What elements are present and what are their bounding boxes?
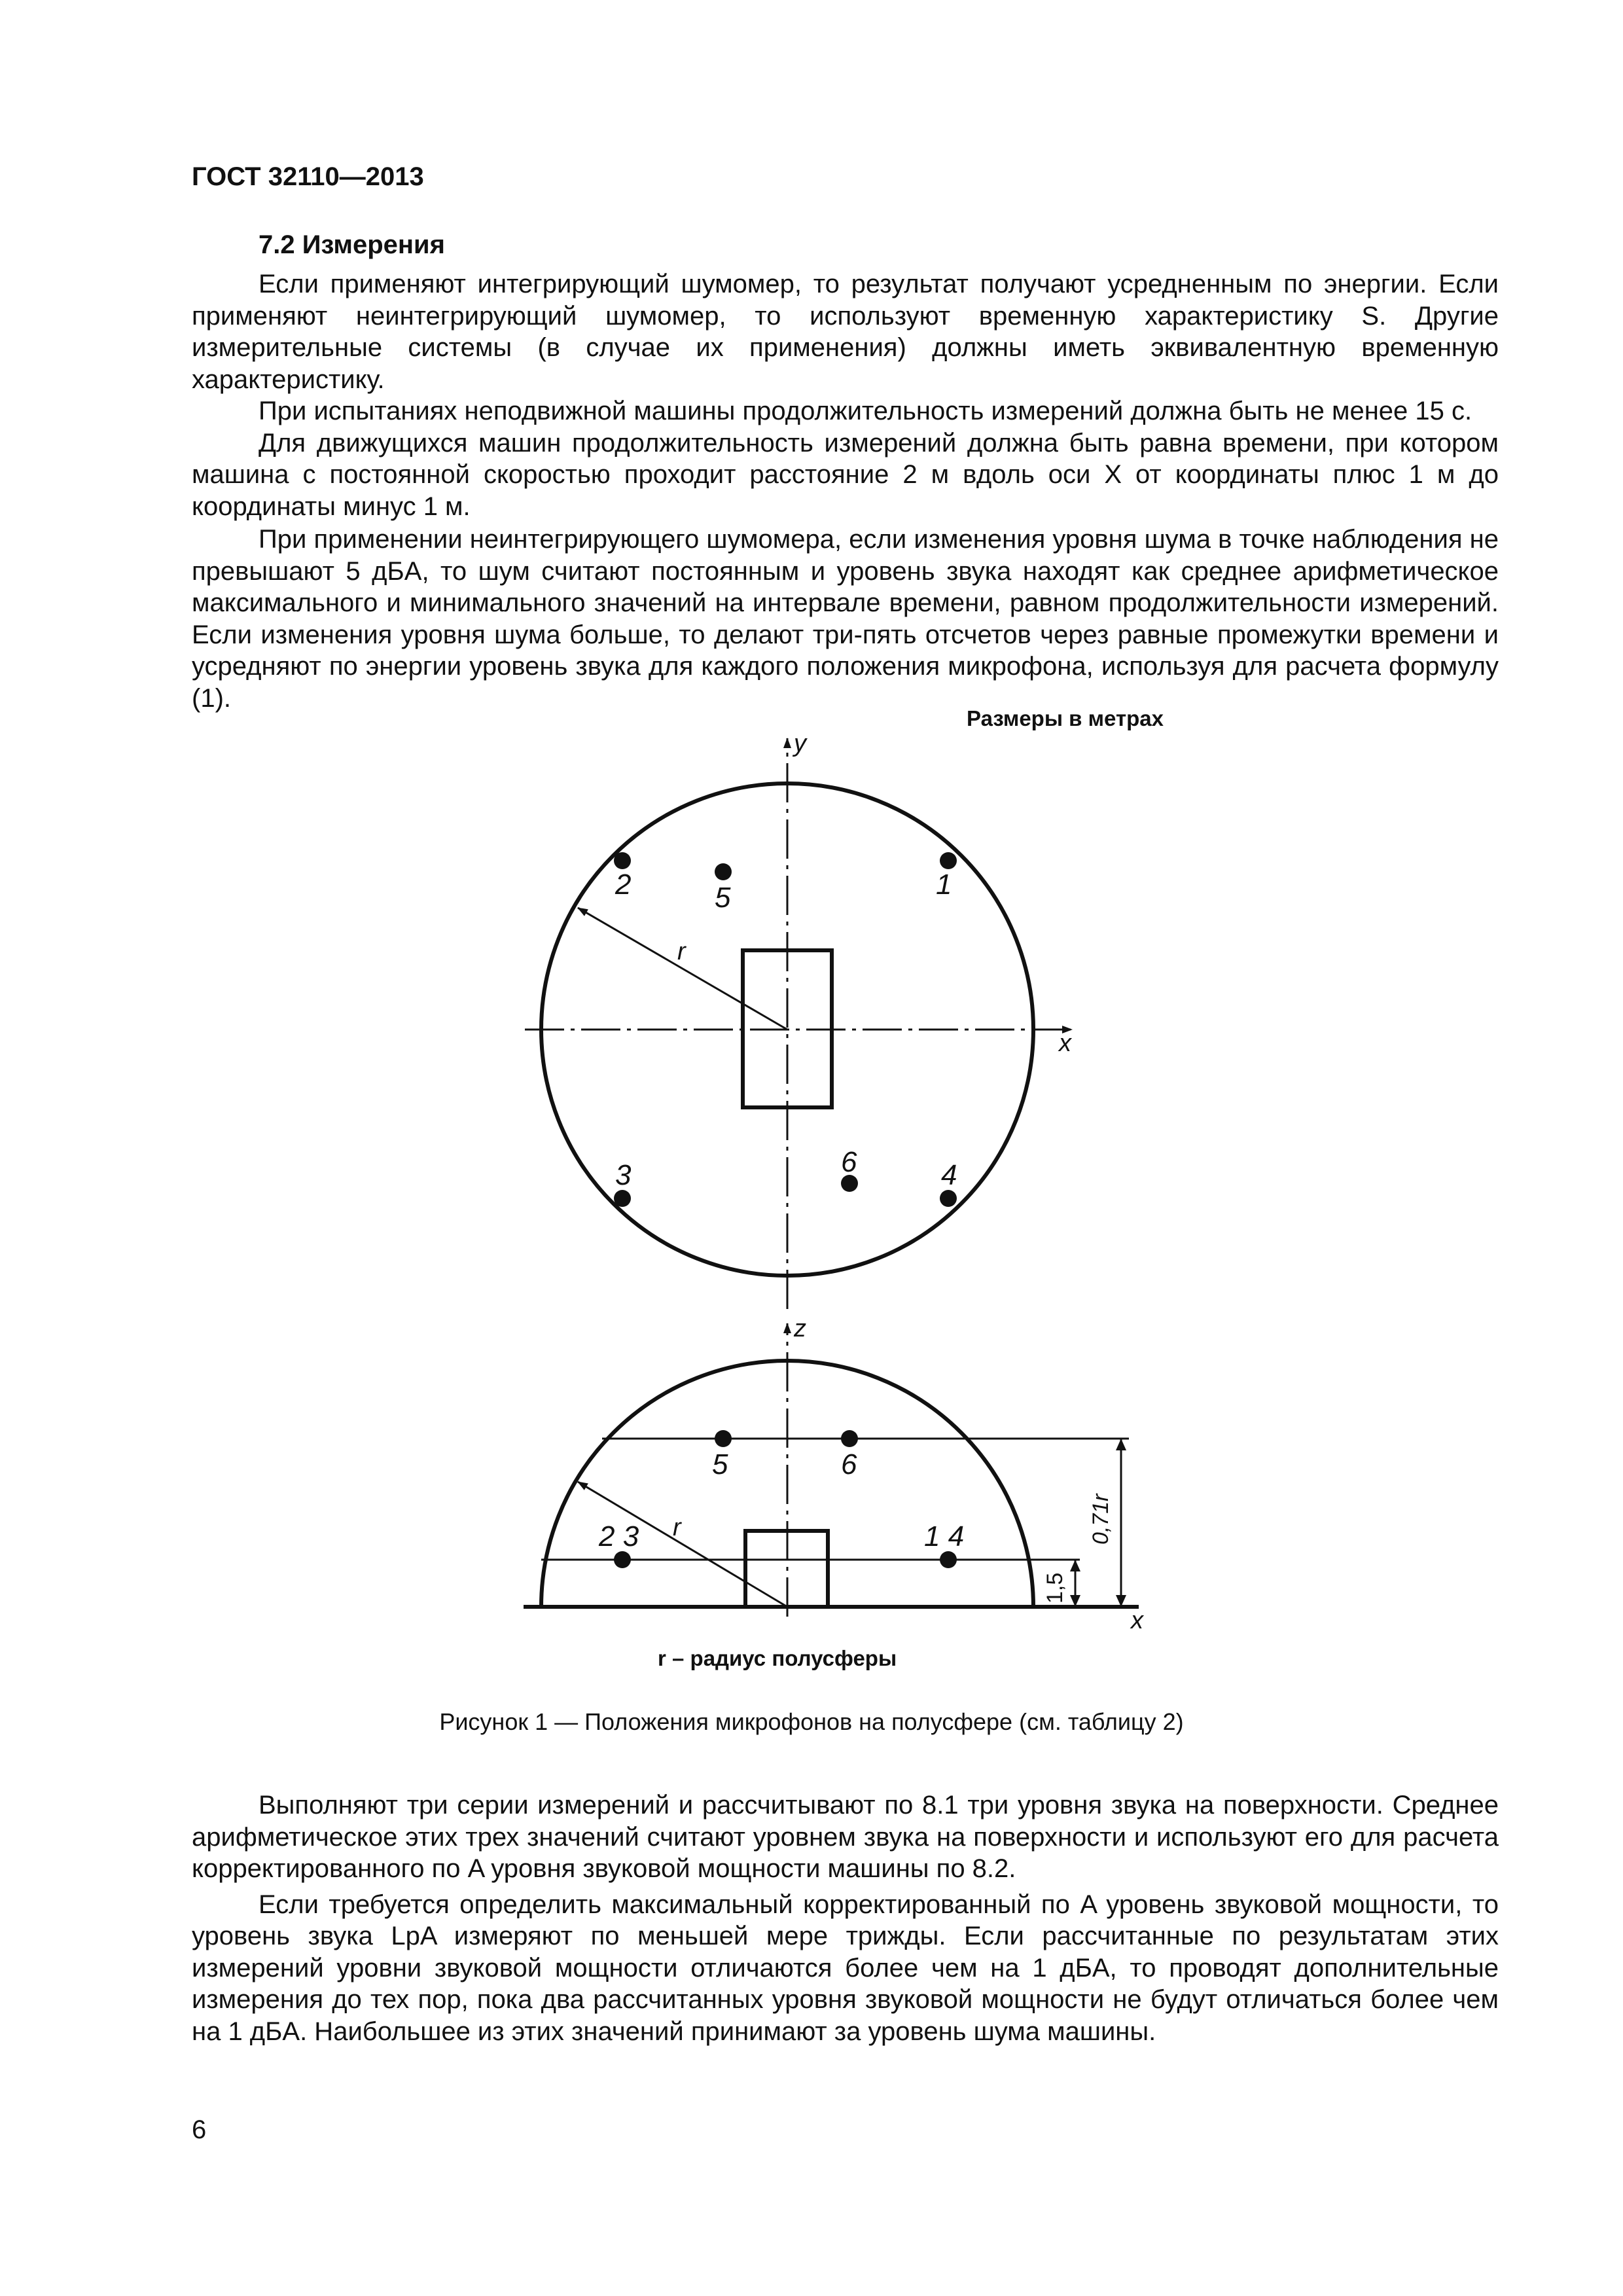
x-axis-label: x	[1059, 1030, 1071, 1057]
mic-point-4	[940, 1190, 957, 1207]
mic-point-5	[715, 863, 732, 880]
x-axis-label-side: x	[1131, 1607, 1143, 1634]
mic-point-3	[614, 1190, 631, 1207]
paragraph: Выполняют три серии измерений и рассчитывают по 8.1 три уровня звука на поверхности. Среднее арифметическое этих трех значений считают уровнем звука на поверхности и используют его для расчета корректированного по A уровня звуковой мощности машины по 8.2.	[192, 1791, 1499, 1883]
mic-point-label: 5	[715, 882, 731, 914]
paragraph: Если требуется определить максимальный корректированный по A уровень звуковой мощности, то уровень звука LpA измеряют по меньшей мере трижды. Если рассчитанные по результатам этих измерений уровни звуковой мощности отличаются более чем на 1 дБA, то проводят дополнительные измерения до тех пор, пока два рассчитанных уровня звуковой мощности не будут отличаться более чем на 1 дБA. Наибольшее из этих значений принимают за уровень шума машины.	[192, 1890, 1499, 2046]
top-view	[525, 738, 1072, 1309]
mic-point-5-side	[715, 1430, 732, 1447]
paragraph: При испытаниях неподвижной машины продолжительность измерений должна быть не менее 15 с.	[259, 397, 1472, 425]
mic-point-label: 2 3	[599, 1520, 639, 1552]
mic-point-6-side	[841, 1430, 858, 1447]
side-view-points	[598, 1430, 964, 1568]
mic-point-1	[940, 852, 957, 869]
mic-point-label: 1 4	[924, 1520, 965, 1552]
mic-point-label: 6	[841, 1146, 857, 1178]
paragraph: Если применяют интегрирующий шумомер, то результат получают усредненным по энергии. Если применяют неинтегрирующий шумомер, то используют временную характеристику S. Другие измерительные системы (в случае их применения) должны иметь эквивалентную временную характеристику.	[192, 270, 1499, 394]
top-view-labels	[677, 730, 1073, 1057]
mic-point-label: 3	[615, 1159, 632, 1191]
bottom-text-block	[192, 1789, 1499, 2047]
radius-label-side: r	[673, 1514, 681, 1541]
section-title: 7.2 Измерения	[259, 230, 445, 259]
sizes-note: Размеры в метрах	[967, 706, 1164, 730]
dim-height-label: 0,71r	[1088, 1494, 1113, 1545]
dim-low-label: 1,5	[1043, 1572, 1067, 1604]
mic-point-label: 5	[712, 1448, 728, 1480]
paragraph: Для движущихся машин продолжительность измерений должна быть равна времени, при котором машина с постоянной скоростью проходит расстояние 2 м вдоль оси X от координаты плюс 1 м до координаты минус 1 м.	[192, 428, 1499, 521]
paragraph: При применении неинтегрирующего шумомера, если изменения уровня шума в точке наблюдения не превышают 5 дБA, то шум считают постоянным и уровень звука находят как среднее арифметическое максимального и минимального значений на интервале времени, равном продолжительности измерений. Если изменения уровня шума больше, то делают три-пять отсчетов через равные промежутки времени и усредняют по энергии уровень звука для каждого положения микрофона, используя для расчета формулу (1).	[192, 525, 1499, 713]
figure-caption: Рисунок 1 — Положения микрофонов на полусфере (см. таблицу 2)	[439, 1708, 1184, 1735]
radius-line	[578, 908, 787, 1030]
y-axis-label: y	[794, 730, 806, 757]
mic-point-2	[614, 852, 631, 869]
document-header: ГОСТ 32110—2013	[192, 162, 424, 191]
mic-point-14-side	[940, 1551, 957, 1568]
mic-point-label: 1	[936, 869, 952, 901]
mic-point-label: 6	[841, 1448, 857, 1480]
figure-legend: r – радиус полусферы	[658, 1646, 897, 1670]
mic-point-label: 2	[615, 869, 632, 901]
radius-label: r	[677, 938, 686, 965]
mic-point-label: 4	[941, 1159, 957, 1191]
mic-point-23-side	[614, 1551, 631, 1568]
page-number: 6	[192, 2115, 207, 2144]
z-axis-label: z	[794, 1315, 806, 1342]
